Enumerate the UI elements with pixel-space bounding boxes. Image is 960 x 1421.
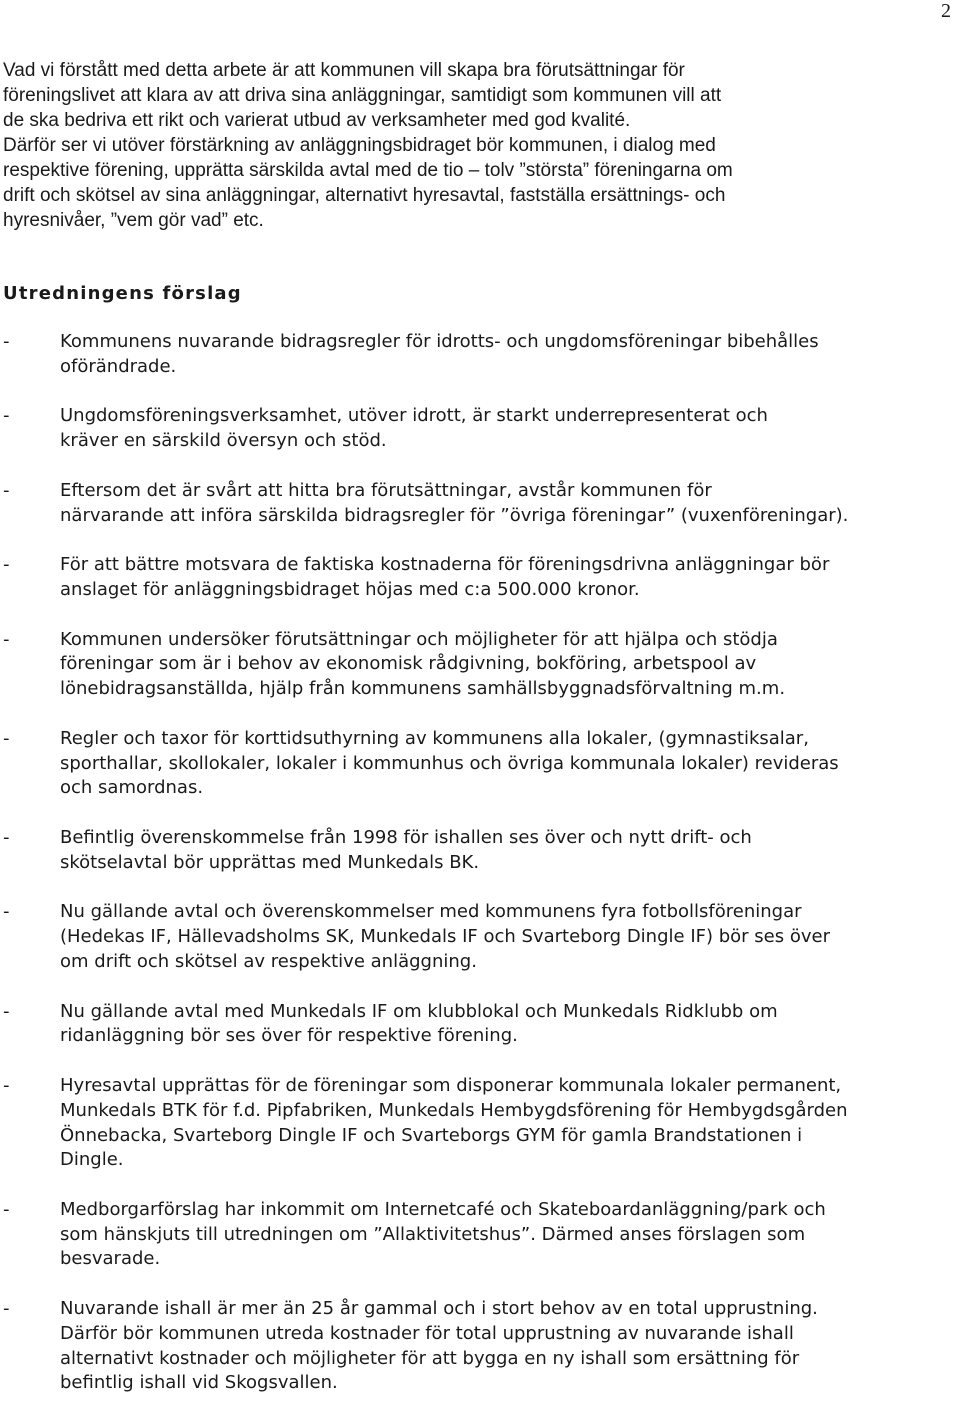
list-item [3, 727, 960, 801]
list-item-text: Nuvarande ishall är mer än 25 år gammal och i stort behov av en total upprustning. Därför bör kommunen utreda kostnader för total upprustning av nuvarande ishall alternativt kostnader och möjligheter för att bygga en ny ishall som ersättning för befintlig ishall vid Skogsvallen. [60, 1298, 818, 1394]
list-item [3, 1297, 960, 1396]
bullet-dash: - [3, 1000, 10, 1022]
list-item-text: Befintlig överenskommelse från 1998 för ishallen ses över och nytt drift- och skötselavtal bör upprättas med Munkedals BK. [60, 826, 752, 873]
list-item [3, 1074, 960, 1173]
bullet-dash: - [3, 479, 10, 501]
intro-paragraph-1: Vad vi förstått med detta arbete är att kommunen vill skapa bra förutsättningar för föreningslivet att klara av att driva sina anläggningar, samtidigt som kommunen vill att de ska bedriva ett rikt och varierat utbud av verksamheter med god kvalité. [3, 60, 722, 131]
bullet-dash: - [3, 405, 10, 427]
list-item [3, 404, 960, 454]
list-item [3, 826, 960, 876]
list-item-text: Hyresavtal upprättas för de föreningar som disponerar kommunala lokaler permanent, Munkedals BTK för f.d. Pipfabriken, Munkedals Hembygdsförening för Hembygdsgården Önnebacka, Svarteborg Dingle IF och Svarteborgs GYM för gamla Brandstationen i Dingle. [60, 1074, 848, 1171]
bullet-dash: - [3, 554, 10, 576]
list-item-text: Nu gällande avtal och överenskommelser med kommunens fyra fotbollsföreningar (Hedekas IF, Hällevadsholms SK, Munkedals IF och Svarteborg Dingle IF) bör ses över om drift och skötsel av respektive anläggning. [60, 901, 830, 972]
list-item [3, 900, 960, 974]
list-item-text: Medborgarförslag har inkommit om Internetcafé och Skateboardanläggning/park och som hänskjuts till utredningen om ”Allaktivitetshus”. Därmed anses förslagen som besvarade. [60, 1198, 826, 1270]
list-item-text: Nu gällande avtal med Munkedals IF om klubblokal och Munkedals Ridklubb om ridanläggning bör ses över för respektive förening. [60, 1000, 778, 1047]
list-item [3, 628, 960, 702]
list-item-text: Kommunen undersöker förutsättningar och möjligheter för att hjälpa och stödja föreningar som är i behov av ekonomisk rådgivning, bokföring, arbetspool av lönebidragsanställda, hjälp från kommunens samhällsbyggnadsförvaltning m.m. [60, 628, 786, 700]
list-item-text: Regler och taxor för korttidsuthyrning av kommunens alla lokaler, (gymnastiksalar, sporthallar, skollokaler, lokaler i kommunhus och övriga kommunala lokaler) revideras och samordnas. [60, 727, 839, 799]
intro-text [3, 58, 948, 233]
proposal-list [3, 330, 960, 1421]
list-item-text: Eftersom det är svårt att hitta bra förutsättningar, avstår kommunen för närvarande att införa särskilda bidragsregler för ”övriga föreningar” (vuxenföreningar). [60, 479, 849, 526]
bullet-dash: - [3, 1198, 10, 1220]
bullet-dash: - [3, 826, 10, 848]
bullet-dash: - [3, 901, 10, 923]
bullet-dash: - [3, 727, 10, 749]
list-item-text: Ungdomsföreningsverksamhet, utöver idrott, är starkt underrepresenterat och kräver en särskild översyn och stöd. [60, 405, 768, 452]
list-item-text: Kommunens nuvarande bidragsregler för idrotts- och ungdomsföreningar bibehålles oförändrade. [60, 331, 819, 377]
list-item-text: För att bättre motsvara de faktiska kostnaderna för föreningsdrivna anläggningar bör anslaget för anläggningsbidraget höjas med c:a 500.000 kronor. [60, 554, 830, 600]
list-item [3, 1198, 960, 1272]
page-number: 2 [941, 0, 951, 22]
intro-paragraph-2: Därför ser vi utöver förstärkning av anläggningsbidraget bör kommunen, i dialog med respektive förening, upprätta särskilda avtal med de tio – tolv ”största” föreningarna om drift och skötsel av sina anläggningar, alternativt hyresavtal, fastställa ersättnings- och hyresnivåer, ”vem gör vad” etc. [3, 135, 733, 231]
list-item [3, 479, 960, 529]
list-item [3, 553, 960, 603]
bullet-dash: - [3, 628, 10, 650]
bullet-dash: - [3, 331, 10, 352]
section-heading: Utredningens förslag [3, 283, 242, 304]
bullet-dash: - [3, 1074, 10, 1096]
list-item [3, 1000, 960, 1050]
bullet-dash: - [3, 1298, 10, 1320]
list-item [3, 330, 960, 380]
